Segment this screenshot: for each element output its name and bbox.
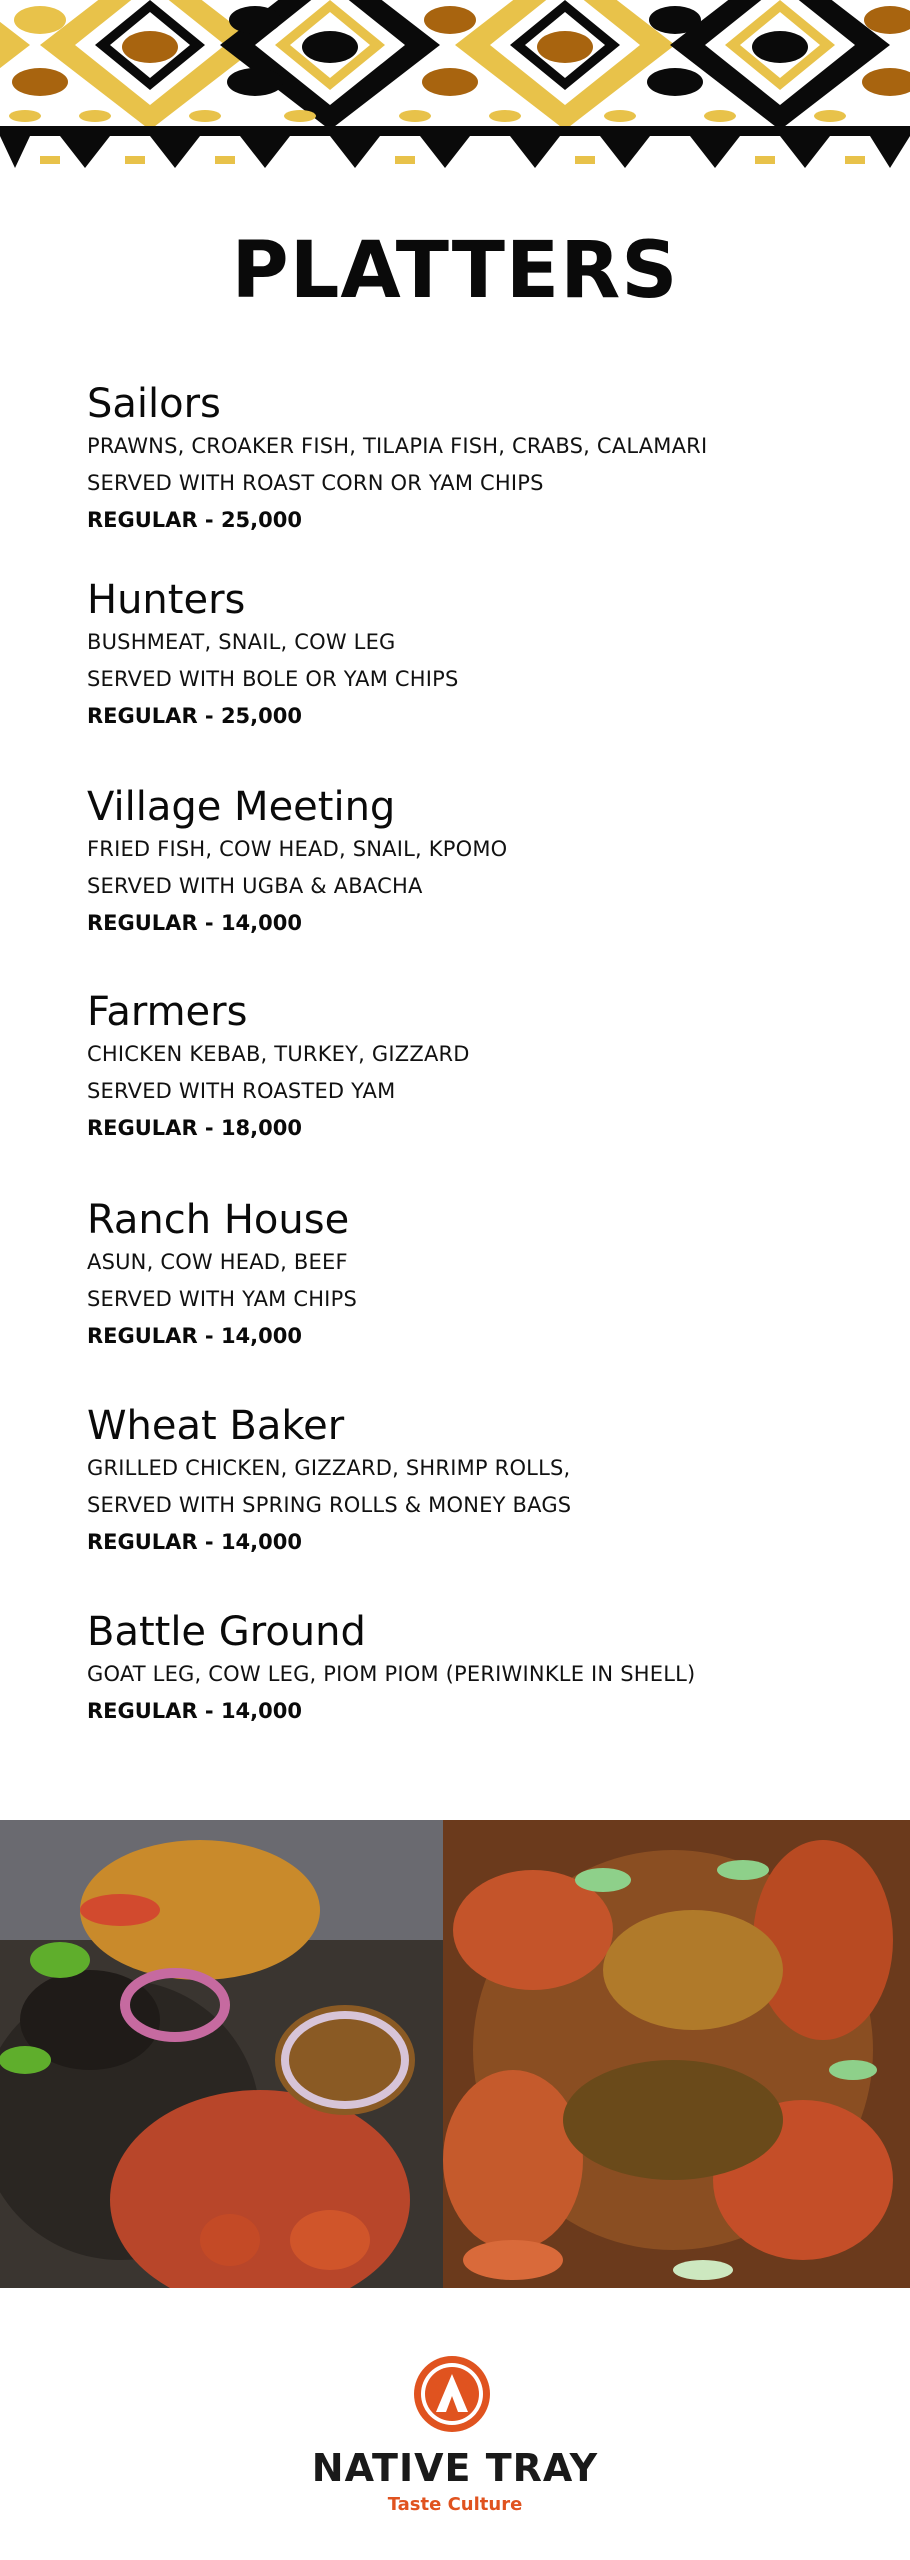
native-tray-logo-icon: [412, 2354, 492, 2434]
menu-item-ingredients: ASUN, COW HEAD, BEEF: [87, 1250, 348, 1274]
page-title: PLATTERS: [231, 226, 679, 316]
menu-item-served-with: SERVED WITH ROASTED YAM: [87, 1079, 396, 1103]
seafood-crab-photo: [443, 1820, 910, 2288]
menu-item-ingredients: GRILLED CHICKEN, GIZZARD, SHRIMP ROLLS,: [87, 1456, 571, 1480]
menu-item-name: Wheat Baker: [87, 1403, 345, 1449]
decorative-pattern-banner: [0, 0, 910, 172]
menu-item-price: REGULAR - 14,000: [87, 911, 302, 935]
menu-item-ingredients: FRIED FISH, COW HEAD, SNAIL, KPOMO: [87, 837, 508, 861]
menu-item-name: Hunters: [87, 577, 246, 623]
menu-item-price: REGULAR - 14,000: [87, 1699, 302, 1723]
menu-item-wheat-baker: [87, 1402, 847, 1560]
menu-item-price: REGULAR - 25,000: [87, 508, 302, 532]
menu-item-farmers: [87, 988, 847, 1146]
menu-item-price: REGULAR - 14,000: [87, 1530, 302, 1554]
menu-item-served-with: SERVED WITH BOLE OR YAM CHIPS: [87, 667, 459, 691]
menu-item-price: REGULAR - 18,000: [87, 1116, 302, 1140]
menu-item-served-with: SERVED WITH ROAST CORN OR YAM CHIPS: [87, 471, 544, 495]
brand-footer: [0, 2350, 910, 2560]
menu-item-ingredients: BUSHMEAT, SNAIL, COW LEG: [87, 630, 396, 654]
menu-item-ranch-house: [87, 1196, 847, 1354]
menu-item-price: REGULAR - 14,000: [87, 1324, 302, 1348]
menu-item-served-with: SERVED WITH SPRING ROLLS & MONEY BAGS: [87, 1493, 572, 1517]
menu-item-served-with: SERVED WITH UGBA & ABACHA: [87, 874, 423, 898]
menu-item-name: Battle Ground: [87, 1609, 366, 1655]
tribal-pattern-graphic: [0, 0, 910, 172]
menu-item-village-meeting: [87, 783, 847, 941]
menu-item-name: Farmers: [87, 989, 248, 1035]
menu-item-name: Ranch House: [87, 1197, 350, 1243]
food-photos: [0, 1820, 910, 2288]
menu-item-name: Sailors: [87, 381, 221, 427]
brand-name: NATIVE TRAY: [311, 2446, 599, 2490]
menu-item-price: REGULAR - 25,000: [87, 704, 302, 728]
menu-item-name: Village Meeting: [87, 784, 396, 830]
brand-tagline: Taste Culture: [387, 2494, 523, 2515]
menu-item-ingredients: PRAWNS, CROAKER FISH, TILAPIA FISH, CRABS, CALAMARI: [87, 434, 708, 458]
menu-item-served-with: SERVED WITH YAM CHIPS: [87, 1287, 357, 1311]
menu-item-ingredients: CHICKEN KEBAB, TURKEY, GIZZARD: [87, 1042, 470, 1066]
menu-item-sailors: [87, 380, 847, 538]
grilled-meat-photo: [0, 1820, 443, 2288]
menu-item-battle-ground: [87, 1608, 847, 1729]
menu-item-ingredients: GOAT LEG, COW LEG, PIOM PIOM (PERIWINKLE IN SHELL): [87, 1662, 696, 1686]
menu-item-hunters: [87, 576, 847, 734]
